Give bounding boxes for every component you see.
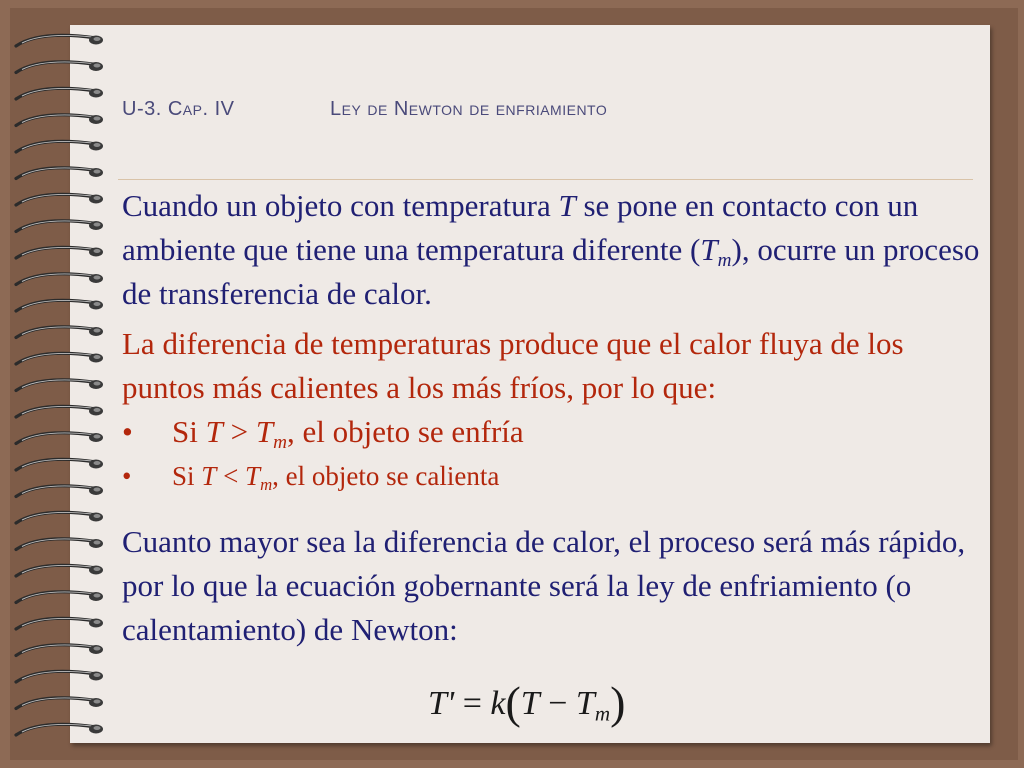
math-var: T	[255, 414, 274, 449]
unit-label: U-3. Cap. IV	[122, 98, 235, 120]
eq-constant: k	[490, 685, 506, 722]
spiral-coil	[16, 698, 103, 709]
math-operator: >	[222, 414, 256, 449]
spiral-coil	[16, 512, 103, 523]
math-subscript: m	[717, 249, 732, 271]
text-run: se pone en contacto con un ambiente que tiene una temperatura diferente (	[122, 188, 919, 267]
eq-paren-close: )	[610, 677, 626, 728]
slide-title: Ley de Newton de enfriamiento	[330, 98, 608, 120]
eq-lhs: T'	[428, 685, 455, 722]
spiral-coil	[16, 539, 103, 550]
heading-divider	[118, 179, 973, 180]
spiral-coil	[16, 645, 103, 656]
math-var: T	[558, 188, 576, 223]
text-run: , el objeto se calienta	[272, 461, 500, 491]
slide-body	[122, 184, 992, 652]
spiral-coil	[16, 300, 103, 311]
eq-var-t: T	[520, 685, 540, 722]
paragraph-intro	[122, 184, 992, 316]
newton-cooling-equation	[428, 676, 625, 729]
spiral-coil	[16, 327, 103, 338]
spiral-coil	[16, 221, 103, 232]
math-var: T	[245, 461, 261, 491]
text-run: Si	[172, 461, 202, 491]
text-run: Si	[172, 414, 206, 449]
eq-minus: −	[539, 685, 576, 722]
slide-heading	[122, 98, 608, 121]
spiral-coil	[16, 115, 103, 126]
spiral-coil	[16, 433, 103, 444]
spiral-coil	[16, 274, 103, 285]
spiral-coil	[16, 353, 103, 364]
spiral-coil	[16, 459, 103, 470]
math-var: T	[205, 414, 223, 449]
eq-equals: =	[454, 685, 491, 722]
spiral-coil	[16, 62, 103, 73]
spiral-coil	[16, 592, 103, 603]
bullet-heating	[122, 454, 992, 498]
text-run: Cuando un objeto con temperatura	[122, 188, 559, 223]
text-run: ), ocurre un proceso de transferencia de calor.	[122, 232, 980, 311]
eq-subscript: m	[594, 701, 611, 726]
spiral-coil	[16, 406, 103, 417]
text-run: , el objeto se enfría	[286, 414, 524, 449]
spiral-coil	[16, 486, 103, 497]
spiral-coil	[16, 35, 103, 46]
math-subscript: m	[260, 475, 273, 495]
eq-paren-open: (	[505, 677, 521, 728]
spiral-coil	[16, 194, 103, 205]
spiral-binding-icon	[0, 0, 130, 768]
math-operator: <	[216, 461, 246, 491]
spiral-coil	[16, 88, 103, 99]
math-subscript: m	[273, 431, 287, 453]
math-var: T	[700, 232, 718, 267]
eq-var-tm: T	[575, 685, 595, 722]
spiral-coil	[16, 618, 103, 629]
bullet-marker: •	[122, 414, 133, 449]
spiral-coil	[16, 724, 103, 735]
spiral-coil	[16, 247, 103, 258]
spiral-coil	[16, 671, 103, 682]
bullet-cooling	[122, 410, 992, 454]
spiral-coil	[16, 380, 103, 391]
spiral-coil	[16, 565, 103, 576]
spiral-coil	[16, 141, 103, 152]
paragraph-difference: La diferencia de temperaturas produce que el calor fluya de los puntos más calientes a los más fríos, por lo que:	[122, 326, 904, 405]
paragraph-newton-law: Cuanto mayor sea la diferencia de calor, el proceso será más rápido, por lo que la ecuación gobernante será la ley de enfriamiento (o calentamiento) de Newton:	[122, 524, 966, 647]
math-var: T	[201, 461, 217, 491]
spiral-coil	[16, 168, 103, 179]
bullet-marker: •	[122, 461, 132, 491]
